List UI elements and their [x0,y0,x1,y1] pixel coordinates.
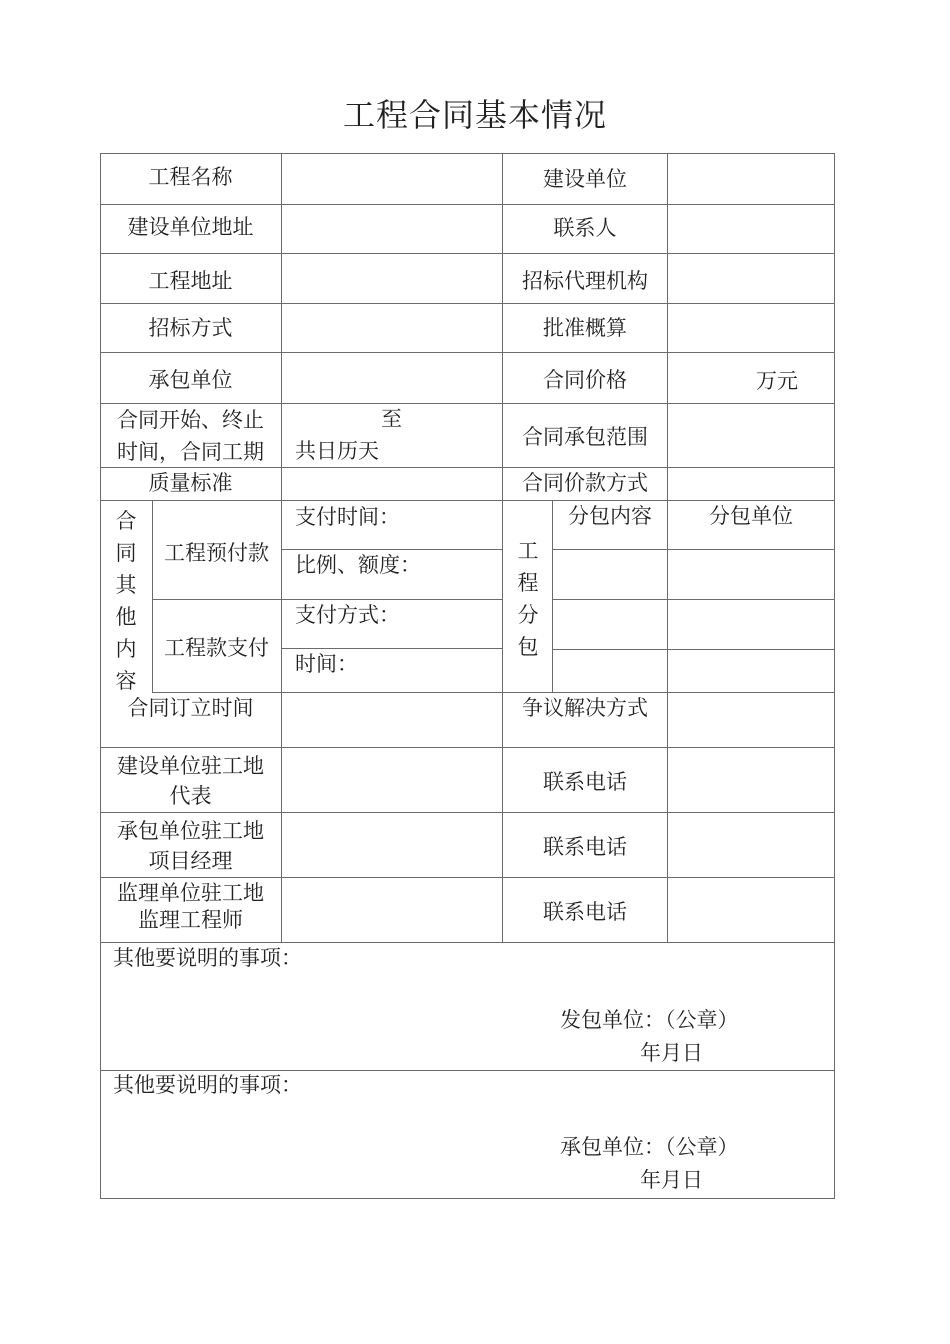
contractor-seal: 承包单位：（公章） [560,1135,739,1159]
row-divider [282,648,503,649]
approved-estimate-label: 批准概算 [543,316,627,340]
contractor-label: 承包单位 [148,368,233,392]
row-divider [100,500,835,501]
col-divider [281,692,282,943]
page-title: 工程合同基本情况 [342,96,607,134]
date-2: 年月日 [640,1168,703,1192]
project-address-label: 工程地址 [148,269,233,293]
table-border-top [100,153,835,154]
period-label-line1: 合同开始、终止 [117,408,264,432]
row-divider [100,942,835,943]
quality-label: 质量标准 [148,471,233,495]
row-divider [100,204,835,205]
phone-label-3: 联系电话 [543,900,627,924]
col-divider [667,692,668,943]
other-notes-label-2: 其他要说明的事项： [113,1073,302,1097]
period-label-line2: 时间，合同工期 [117,440,264,464]
contractor-mgr-label-line1: 承包单位驻工地 [117,819,264,843]
other-content-vertical-label: 合同其他内容 [115,509,137,692]
supervisor-label-line1: 监理单位驻工地 [117,881,264,905]
ratio-amount-label: 比例、额度： [295,553,421,577]
date-1: 年月日 [640,1041,703,1065]
table-border-bottom [100,1198,835,1199]
supervisor-label-line2: 监理工程师 [138,908,243,932]
row-divider [100,352,835,353]
row-divider [100,747,835,748]
sub-unit-header: 分包单位 [709,504,793,528]
subcontract-vertical-label: 工程分包 [517,539,539,659]
tender-agency-label: 招标代理机构 [522,269,648,293]
row-divider [553,549,835,550]
period-to: 至 [381,407,402,431]
pay-method-label: 支付方式： [295,603,400,627]
price-unit: 万元 [756,369,798,393]
row-divider [553,599,835,600]
pay-time-label: 支付时间： [295,505,400,529]
time-label: 时间： [295,652,358,676]
table-border-left [100,153,101,1199]
row-divider [100,403,835,404]
builder-address-label: 建设单位地址 [127,215,254,239]
contract-scope-label: 合同承包范围 [522,425,648,449]
row-divider [100,303,835,304]
builder-rep-label-line1: 建设单位驻工地 [117,754,264,778]
col-divider [152,500,153,693]
project-name-label: 工程名称 [148,165,233,189]
contact-label: 联系人 [553,216,617,240]
progress-payment-label: 工程款支付 [164,636,269,660]
row-divider [282,549,503,550]
row-divider [100,877,835,878]
row-divider [100,467,835,468]
row-divider [100,812,835,813]
col-divider [281,500,282,693]
payment-method-label: 合同价款方式 [522,471,648,495]
other-notes-label-1: 其他要说明的事项： [113,946,302,970]
col-divider [281,153,282,500]
row-divider [152,599,503,600]
builder-label: 建设单位 [543,167,627,191]
row-divider [152,692,835,693]
row-divider [100,253,835,254]
phone-label-2: 联系电话 [543,835,627,859]
sign-time-label: 合同订立时间 [127,696,254,720]
advance-payment-label: 工程预付款 [164,541,269,565]
table-border-right [834,153,835,1199]
builder-rep-label-line2: 代表 [169,784,212,808]
dispute-label: 争议解决方式 [522,696,648,720]
issuer-seal: 发包单位：（公章） [560,1008,739,1032]
sub-content-header: 分包内容 [568,504,652,528]
period-days: 共日历天 [295,439,379,463]
tender-method-label: 招标方式 [148,316,233,340]
col-divider [667,153,668,500]
phone-label-1: 联系电话 [543,770,627,794]
contractor-mgr-label-line2: 项目经理 [148,849,233,873]
contract-price-label: 合同价格 [543,368,627,392]
row-divider [553,649,835,650]
